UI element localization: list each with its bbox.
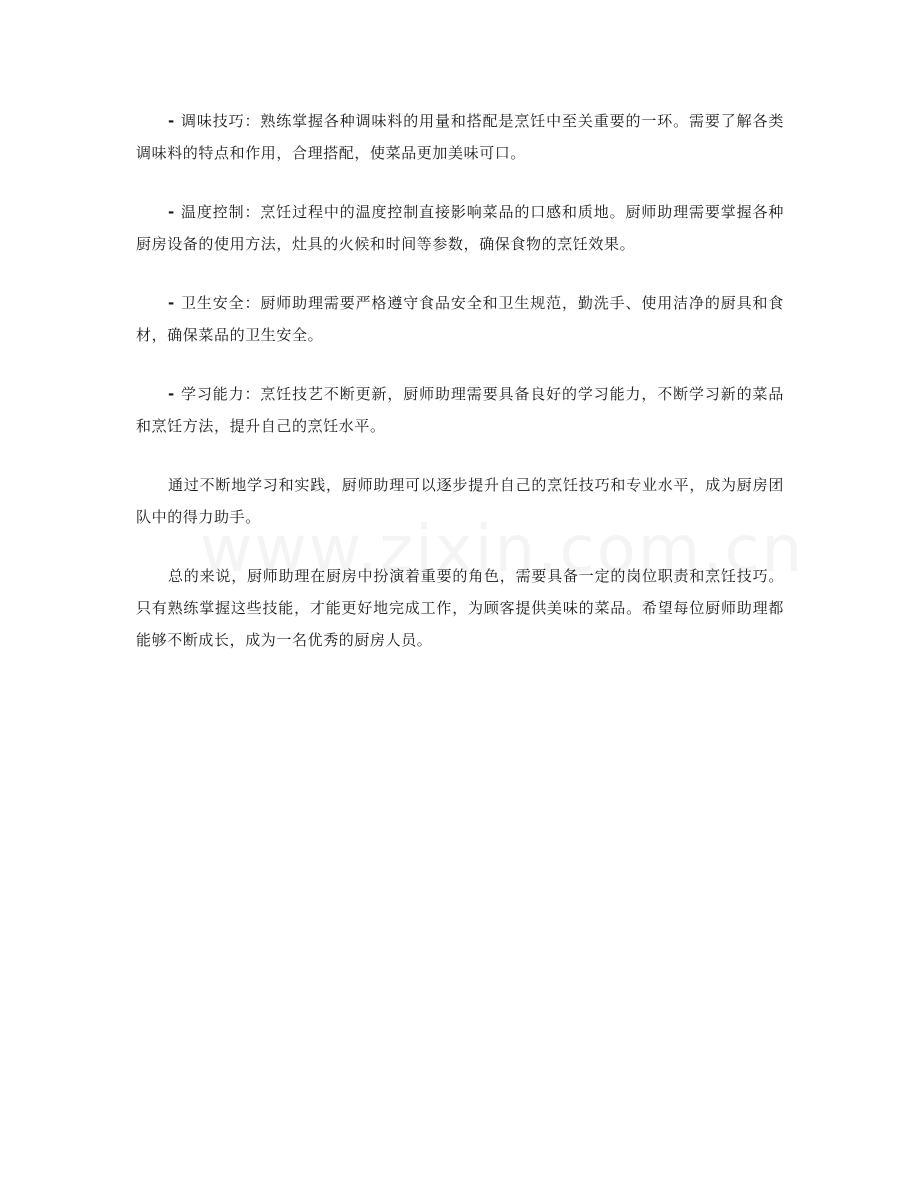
document-body (136, 105, 784, 683)
bullet-item-hygiene (136, 287, 784, 351)
bullet-marker: - (168, 385, 181, 403)
bullet-text: 调味技巧：熟练掌握各种调味料的用量和搭配是烹饪中至关重要的一环。需要了解各类调味料的特点和作用，合理搭配，使菜品更加美味可口。 (136, 112, 784, 162)
bullet-marker: - (168, 203, 181, 221)
bullet-marker: - (168, 294, 181, 312)
bullet-text: 卫生安全：厨师助理需要严格遵守食品安全和卫生规范，勤洗手、使用洁净的厨具和食材，确保菜品的卫生安全。 (136, 294, 784, 344)
bullet-text: 温度控制：烹饪过程中的温度控制直接影响菜品的口感和质地。厨师助理需要掌握各种厨房设备的使用方法，灶具的火候和时间等参数，确保食物的烹饪效果。 (136, 203, 784, 253)
paragraph-practice: 通过不断地学习和实践，厨师助理可以逐步提升自己的烹饪技巧和专业水平，成为厨房团队中的得力助手。 (136, 476, 784, 526)
bullet-item-temperature (136, 196, 784, 260)
bullet-item-seasoning (136, 105, 784, 169)
bullet-marker: - (168, 112, 181, 130)
bullet-item-learning (136, 378, 784, 442)
bullet-text: 学习能力：烹饪技艺不断更新，厨师助理需要具备良好的学习能力，不断学习新的菜品和烹饪方法，提升自己的烹饪水平。 (136, 385, 784, 435)
paragraph-conclusion: 总的来说，厨师助理在厨房中扮演着重要的角色，需要具备一定的岗位职责和烹饪技巧。只有熟练掌握这些技能，才能更好地完成工作，为顾客提供美味的菜品。希望每位厨师助理都能够不断成长，成为一名优秀的厨房人员。 (136, 567, 784, 649)
